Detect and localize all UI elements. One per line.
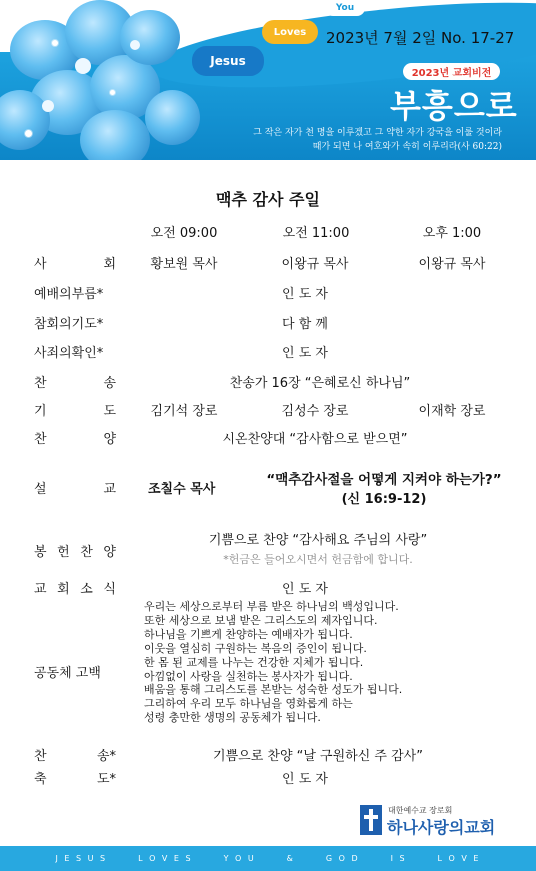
hymn-2-value: 기쁨으로 찬양 “날 구원하신 주 감사” <box>213 749 423 764</box>
confession-line: 이웃을 열심히 구원하는 복음의 증인이 됩니다. <box>144 641 367 655</box>
logo-name: 하나사랑의교회 <box>387 818 496 837</box>
footer-word: J E S U S <box>55 854 108 863</box>
sermon-preacher: 조칠수 목사 <box>148 482 216 497</box>
sermon-title: “맥추감사절을 어떻게 지켜야 하는가?” <box>266 472 502 488</box>
confession-line: 그리하여 우리 모두 하나님을 영화롭게 하는 <box>144 697 353 711</box>
time-1: 오전 09:00 <box>150 226 218 241</box>
benediction-value: 인 도 자 <box>282 772 328 787</box>
news-value: 인 도 자 <box>282 582 328 597</box>
presider-3: 이왕규 목사 <box>418 257 486 272</box>
sermon-reference: (신 16:9-12) <box>341 492 427 507</box>
header-banner <box>0 0 536 160</box>
footer-word: L O V E <box>437 854 481 863</box>
hymn-value: 찬송가 16장 “은혜로신 하나님” <box>229 376 411 391</box>
church-logo <box>360 805 510 835</box>
anthem-value: 시온찬양대 “감사함으로 받으면” <box>222 432 408 447</box>
presider-1: 황보원 목사 <box>150 257 218 272</box>
time-3: 오후 1:00 <box>422 226 482 241</box>
verse-line-1: 그 작은 자가 천 명을 이루겠고 그 약한 자가 강국을 이룰 것이라 <box>253 128 502 138</box>
footer-word: & <box>286 854 295 863</box>
jesus-pill: Jesus <box>192 46 264 76</box>
vision-title: 부흥으로 <box>390 87 518 125</box>
offering-value: 기쁨으로 찬양 “감사해요 주님의 사랑” <box>208 533 428 548</box>
vision-badge: 2023년 교회비전 <box>403 63 500 80</box>
confession-line: 우리는 세상으로부터 부름 받은 하나님의 백성입니다. <box>144 600 399 613</box>
row-label-presider: 사 회 <box>34 257 116 272</box>
service-title: 맥추 감사 주일 <box>216 190 320 209</box>
verse-line-2: 때가 되면 나 여호와가 속히 이루리라(사 60:22) <box>312 142 502 152</box>
prayer-2: 김성수 장로 <box>281 404 349 419</box>
row-label-news: 교 회 소 식 <box>34 582 116 597</box>
footer-word: I S <box>390 854 407 863</box>
row-label-hymn-2: 찬 송* <box>34 749 116 764</box>
logo-subtitle: 대한예수교 장로회 <box>388 806 453 815</box>
prayer-3: 이재학 장로 <box>418 404 486 419</box>
row-label-hymn: 찬 송 <box>34 376 116 391</box>
row-label-confession-prayer: 참회의기도* <box>34 317 104 332</box>
footer-word: Y O U <box>223 854 256 863</box>
confession-text <box>144 600 402 725</box>
confession-line: 또한 세상으로 보냄 받은 그리스도의 제자입니다. <box>144 613 378 627</box>
confession-line: 한 몸 된 교제를 나누는 건강한 지체가 됩니다. <box>144 655 364 669</box>
bulletin-date: 2023년 7월 2일 No. 17-27 <box>326 29 515 47</box>
cross-logo-icon <box>360 805 382 835</box>
time-2: 오전 11:00 <box>282 226 350 241</box>
call-value: 인 도 자 <box>282 287 328 302</box>
vision-verse <box>182 126 502 154</box>
row-label-sermon: 설 교 <box>34 482 116 497</box>
confession-prayer-value: 다 함 께 <box>282 317 328 332</box>
row-label-prayer: 기 도 <box>34 404 116 419</box>
footer-word: G O D <box>325 854 360 863</box>
confession-line: 배움을 통해 그리스도를 본받는 성숙한 성도가 됩니다. <box>144 683 403 697</box>
row-label-absolution: 사죄의확인* <box>34 346 104 361</box>
you-pill: You <box>325 0 365 16</box>
absolution-value: 인 도 자 <box>282 346 328 361</box>
loves-pill: Loves <box>262 20 318 44</box>
row-label-call: 예배의부름* <box>34 287 104 302</box>
prayer-1: 김기석 장로 <box>150 404 218 419</box>
row-label-confession: 공동체 고백 <box>34 666 101 681</box>
confession-line: 하나님을 기쁘게 찬양하는 예배자가 됩니다. <box>144 627 353 641</box>
confession-line: 성령 충만한 생명의 공동체가 됩니다. <box>144 711 321 725</box>
row-label-anthem: 찬 양 <box>34 432 116 447</box>
footer-band <box>0 846 536 871</box>
row-label-offering: 봉 헌 찬 양 <box>34 545 116 560</box>
presider-2: 이왕규 목사 <box>281 257 349 272</box>
footer-word: L O V E S <box>138 854 193 863</box>
confession-line: 아낌없이 사랑을 실천하는 봉사자가 됩니다. <box>144 669 353 683</box>
offering-note: *헌금은 들어오시면서 헌금함에 합니다. <box>223 553 413 566</box>
row-label-benediction: 축 도* <box>34 772 116 787</box>
